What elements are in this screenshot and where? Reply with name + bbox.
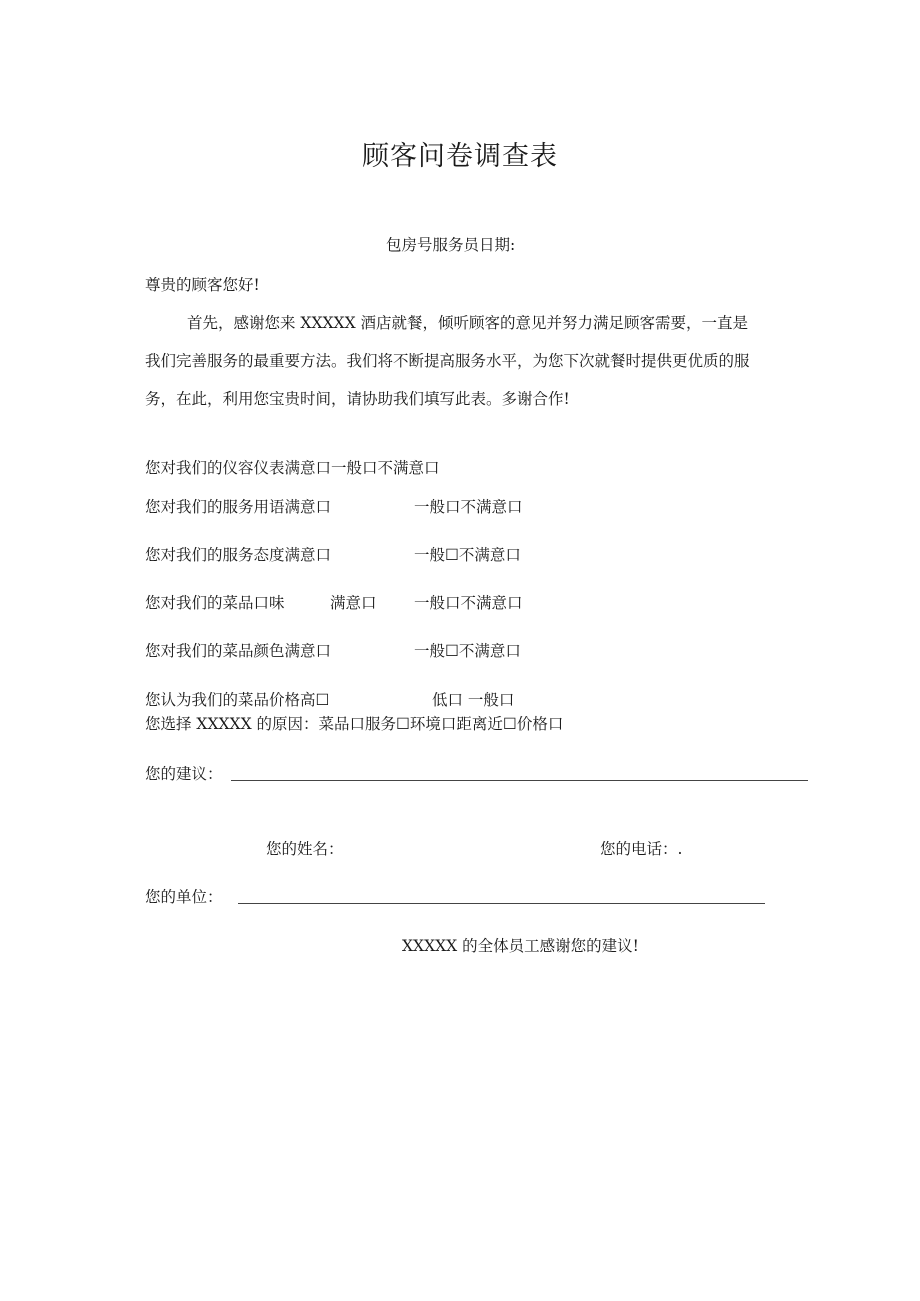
question-service-attitude-options: 一般☐不满意口 xyxy=(414,546,521,564)
question-price: 您认为我们的菜品价格高☐ xyxy=(145,691,330,709)
unit-label: 您的单位： xyxy=(145,888,223,906)
unit-line[interactable] xyxy=(238,903,765,904)
name-label: 您的姓名： xyxy=(266,840,344,858)
page-title: 顾客问卷调查表 xyxy=(362,141,558,172)
question-taste-options: 一般口不满意口 xyxy=(414,594,523,612)
question-service-attitude: 您对我们的服务态度满意口 xyxy=(145,546,332,564)
question-service-language: 您对我们的服务用语满意口 xyxy=(145,498,332,516)
question-price-options: 低口 一般口 xyxy=(432,691,515,709)
closing-thanks: XXXXX 的全体员工感谢您的建议! xyxy=(402,937,639,955)
phone-label: 您的电话：. xyxy=(600,840,683,858)
suggestion-label: 您的建议： xyxy=(145,765,223,783)
question-color: 您对我们的菜品颜色满意口 xyxy=(145,642,332,660)
header-line: 包房号服务员日期: xyxy=(386,236,516,254)
question-reason: 您选择 XXXXX 的原因：菜品口服务☐环境口距离近☐价格口 xyxy=(145,715,564,733)
question-color-options: 一般☐不满意口 xyxy=(414,642,521,660)
greeting: 尊贵的顾客您好! xyxy=(145,276,260,294)
intro-line-2: 我们完善服务的最重要方法。我们将不断提高服务水平，为您下次就餐时提供更优质的服 xyxy=(145,352,750,370)
question-taste: 您对我们的菜品口味 xyxy=(145,594,285,612)
question-appearance: 您对我们的仪容仪表满意口一般口不满意口 xyxy=(145,459,440,477)
question-taste-satisfied: 满意口 xyxy=(330,594,377,612)
question-service-language-options: 一般口不满意口 xyxy=(414,498,523,516)
suggestion-line[interactable] xyxy=(231,780,808,781)
intro-line-1: 首先，感谢您来 XXXXX 酒店就餐，倾听顾客的意见并努力满足顾客需要，一直是 xyxy=(187,314,749,332)
intro-line-3: 务，在此，利用您宝贵时间，请协助我们填写此表。多谢合作! xyxy=(145,390,570,408)
